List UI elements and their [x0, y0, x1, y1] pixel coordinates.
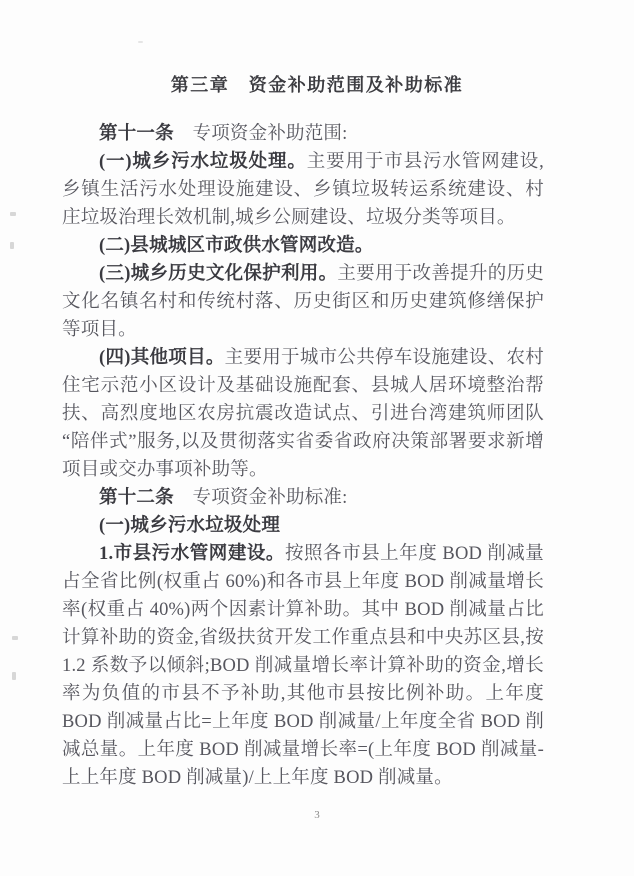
body-text: 主要用于城市公共停车设施建设、农村住宅示范小区设计及基础设施配套、县城人居环境整治帮扶、高烈度地区农房抗震改造试点、引进台湾建筑师团队“陪伴式”服务,以及贯彻落实省委省政府决策部署要求新增项目或交办事项补助等。	[62, 348, 545, 480]
scan-speck	[138, 41, 143, 43]
emphasis-text: (三)城乡历史文化保护利用。	[99, 264, 338, 284]
body-text: 主要用于市县污水管网建设,乡镇生活污水处理设施建设、乡镇垃圾转运系统建设、村庄垃圾治理长效机制,城乡公厕建设、垃圾分类等项目。	[62, 152, 544, 228]
body-text: 主要用于改善提升的历史文化名镇名村和传统村落、历史街区和历史建筑修缮保护等项目。	[62, 264, 544, 340]
emphasis-text: (二)县城城区市政供水管网改造。	[99, 236, 374, 256]
scan-speck	[10, 212, 16, 216]
emphasis-text: 第十一条	[99, 124, 174, 144]
paragraph-article-11-item-1	[62, 148, 544, 232]
paragraph-article-11-item-4	[62, 344, 544, 484]
scan-speck	[10, 242, 14, 249]
body-text: 按照各市县上年度 BOD 削减量占全省比例(权重占 60%)和各市县上年度 BOD 削减量增长率(权重占 40%)两个因素计算补助。其中 BOD 削减量占比计算补助的资金,省级扶贫开发工作重点县和中央苏区县,按 1.2 系数予以倾斜;BOD 削减量增长率计算补助的资金,增长率为负值的市县不予补助,其他市县按比例补助。上年度 BOD 削减量占比=上年度 BOD 削减量/上年度全省 BOD 削减总量。上年度 BOD 削减量增长率=(上年度 BOD 削减量-上上年度 BOD 削减量)/上上年度 BOD 削减量。	[62, 544, 545, 788]
page-number: 3	[314, 809, 320, 821]
emphasis-text: 第十二条	[99, 488, 174, 508]
emphasis-text: (一)城乡污水垃圾处理。	[99, 152, 307, 172]
emphasis-text: (一)城乡污水垃圾处理	[99, 516, 281, 536]
paragraph-article-11-item-2	[62, 232, 544, 260]
paragraph-article-11	[62, 120, 544, 148]
document-body	[62, 120, 544, 792]
paragraph-article-12	[62, 484, 544, 512]
paragraph-article-12-point-1	[62, 540, 544, 792]
paragraph-article-11-item-3	[62, 260, 544, 344]
body-text: 专项资金补助范围:	[173, 124, 348, 144]
paragraph-article-12-item-1	[62, 512, 544, 540]
emphasis-text: (四)其他项目。	[99, 348, 225, 368]
chapter-title: 第三章 资金补助范围及补助标准	[170, 75, 464, 95]
scan-speck	[12, 672, 16, 680]
scan-speck	[12, 636, 18, 640]
emphasis-text: 1.市县污水管网建设。	[99, 544, 285, 564]
body-text: 专项资金补助标准:	[173, 488, 348, 508]
